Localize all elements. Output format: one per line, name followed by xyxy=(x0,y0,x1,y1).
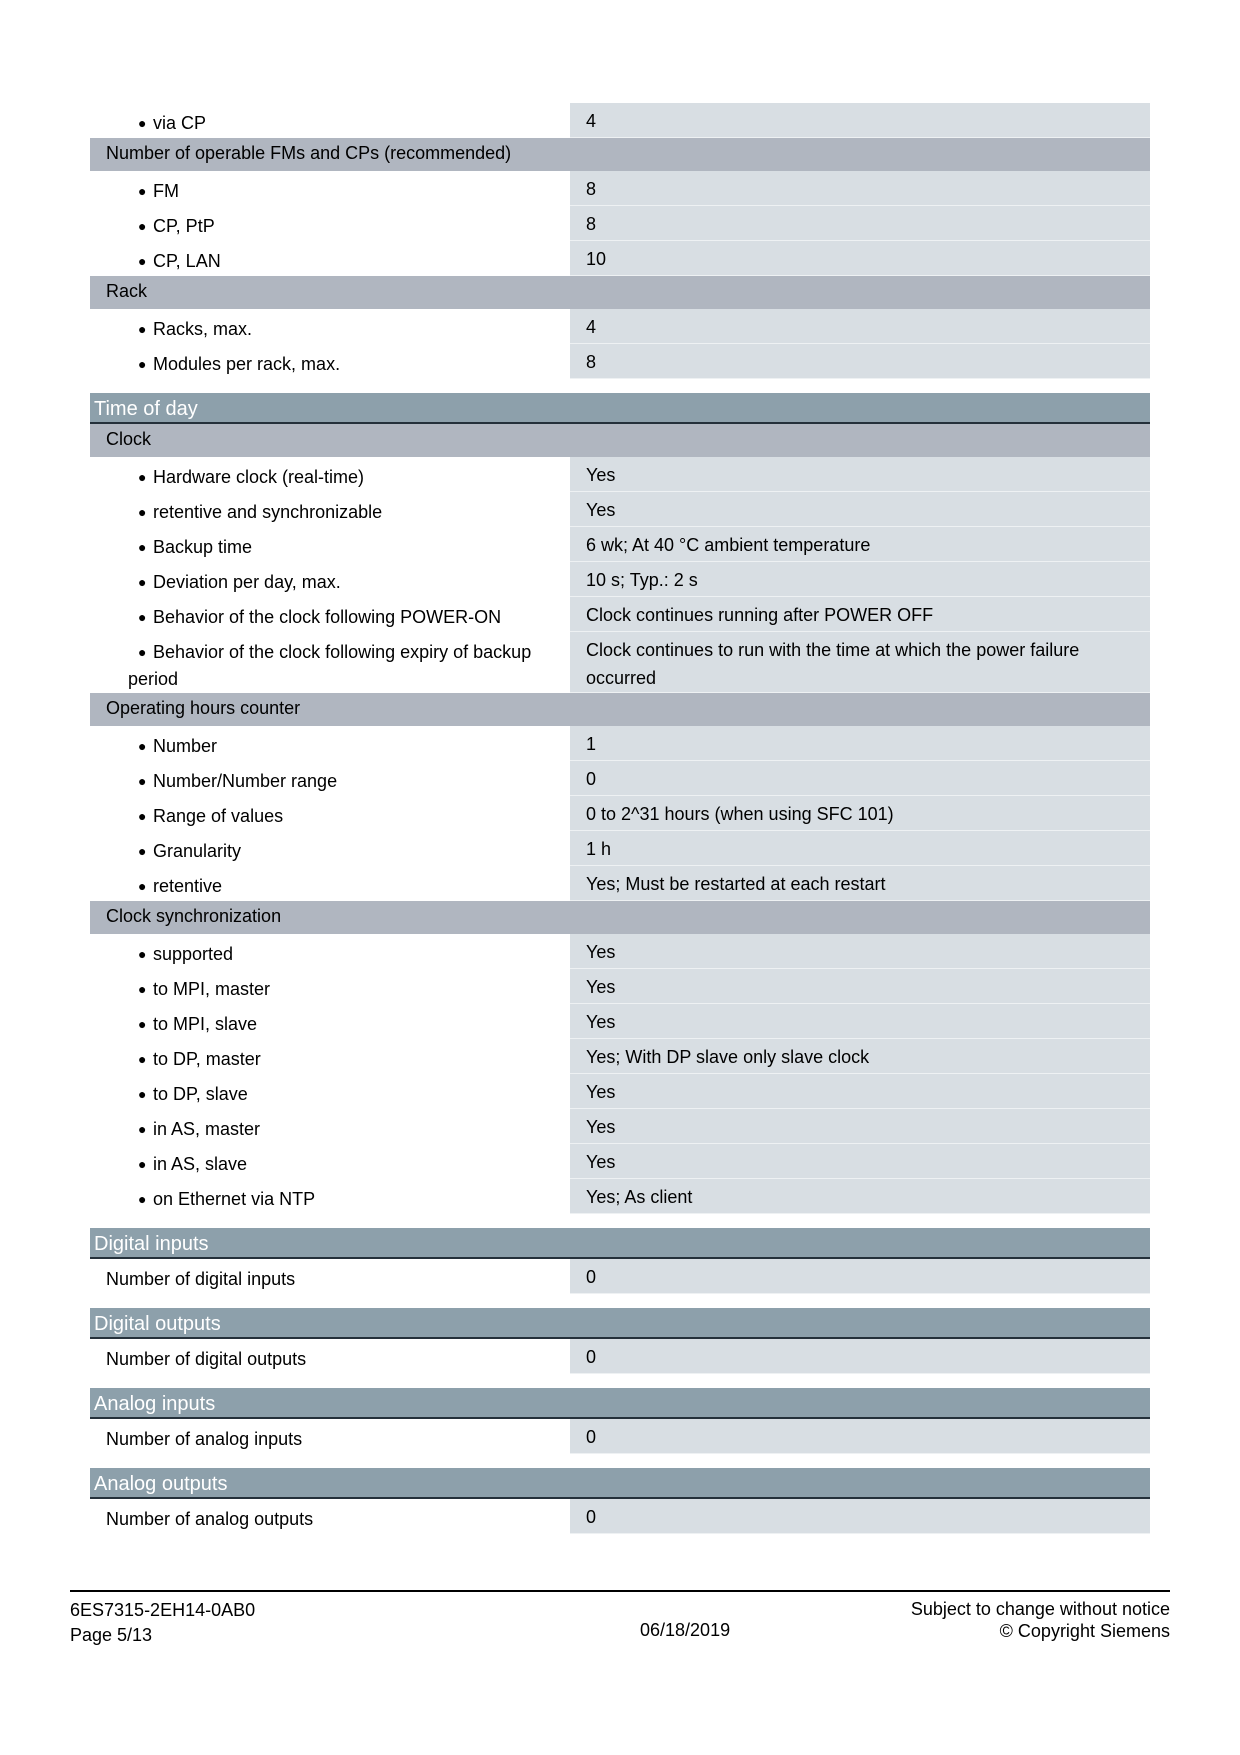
spec-value-continued: occurred xyxy=(586,668,657,688)
spec-label-text: via CP xyxy=(153,113,207,133)
spec-label-text: Racks, max. xyxy=(153,319,253,339)
spec-label-text: CP, PtP xyxy=(153,216,215,236)
spec-section xyxy=(90,1228,1150,1294)
spec-value-text: 0 to 2^31 hours (when using SFC 101) xyxy=(586,804,894,824)
spec-value-text: Clock continues to run with the time at which the power failure xyxy=(586,640,1080,660)
spec-value xyxy=(570,934,1150,969)
spec-label-text: Number of digital inputs xyxy=(106,1269,296,1289)
section-title: Digital inputs xyxy=(90,1228,1150,1259)
spec-row xyxy=(90,1179,1150,1214)
spec-row xyxy=(90,206,1150,241)
spec-value xyxy=(570,241,1150,276)
spec-label-text: to DP, master xyxy=(153,1049,261,1069)
spec-row xyxy=(90,344,1150,379)
spec-value-text: Yes; As client xyxy=(586,1187,693,1207)
spec-label xyxy=(90,457,570,492)
spec-row xyxy=(90,457,1150,492)
spec-label xyxy=(90,206,570,241)
spec-label xyxy=(90,1074,570,1109)
spec-table xyxy=(90,103,1150,1548)
spec-row xyxy=(90,1499,1150,1534)
spec-value-text: 1 xyxy=(586,734,597,754)
group-title: Operating hours counter xyxy=(90,693,1150,726)
spec-value xyxy=(570,1339,1150,1374)
spec-label xyxy=(90,1259,570,1294)
spec-value xyxy=(570,309,1150,344)
spec-row xyxy=(90,969,1150,1004)
spec-label xyxy=(90,1109,570,1144)
spec-value-text: Yes xyxy=(586,1012,616,1032)
spec-row xyxy=(90,726,1150,761)
spec-row xyxy=(90,831,1150,866)
spec-value-text: Yes xyxy=(586,1082,616,1102)
bullet-icon: ● xyxy=(138,1121,147,1137)
spec-value-text: 0 xyxy=(586,1507,597,1527)
spec-row xyxy=(90,934,1150,969)
spec-value xyxy=(570,527,1150,562)
bullet-icon: ● xyxy=(138,1016,147,1032)
spec-label xyxy=(90,969,570,1004)
spec-value-text: Yes xyxy=(586,1152,616,1172)
spec-value xyxy=(570,1499,1150,1534)
spec-label-text: Behavior of the clock following POWER-ON xyxy=(153,607,502,627)
bullet-icon: ● xyxy=(138,115,147,131)
spec-label-text: Number xyxy=(153,736,218,756)
bullet-icon: ● xyxy=(138,574,147,590)
spec-row xyxy=(90,492,1150,527)
spec-label xyxy=(90,726,570,761)
spec-value-text: Yes xyxy=(586,977,616,997)
spec-label-text: to DP, slave xyxy=(153,1084,248,1104)
footer-left xyxy=(70,1598,255,1648)
spec-value-text: 10 xyxy=(586,249,607,269)
spec-value-text: Clock continues running after POWER OFF xyxy=(586,605,934,625)
group-title: Clock synchronization xyxy=(90,901,1150,934)
spec-section xyxy=(90,1308,1150,1374)
spec-value xyxy=(570,866,1150,901)
spec-value xyxy=(570,1144,1150,1179)
spec-row xyxy=(90,103,1150,138)
bullet-icon: ● xyxy=(138,504,147,520)
spec-label-text: retentive and synchronizable xyxy=(153,502,383,522)
spec-value xyxy=(570,969,1150,1004)
spec-label-continued: period xyxy=(128,669,179,689)
spec-row xyxy=(90,1039,1150,1074)
spec-value xyxy=(570,796,1150,831)
spec-value xyxy=(570,103,1150,138)
spec-value-text: 10 s; Typ.: 2 s xyxy=(586,570,698,590)
spec-section xyxy=(90,103,1150,379)
spec-row xyxy=(90,171,1150,206)
spec-label xyxy=(90,831,570,866)
spec-label-text: supported xyxy=(153,944,234,964)
spec-section xyxy=(90,1468,1150,1534)
copyright: © Copyright Siemens xyxy=(999,1621,1170,1641)
spec-value-text: 0 xyxy=(586,1267,597,1287)
spec-label-text: Modules per rack, max. xyxy=(153,354,341,374)
bullet-icon: ● xyxy=(138,218,147,234)
change-notice: Subject to change without notice xyxy=(910,1599,1170,1619)
spec-row xyxy=(90,241,1150,276)
footer-date: 06/18/2019 xyxy=(640,1620,731,1640)
spec-row xyxy=(90,1144,1150,1179)
bullet-icon: ● xyxy=(138,946,147,962)
page-number: Page 5/13 xyxy=(70,1625,153,1645)
spec-label xyxy=(90,171,570,206)
spec-value xyxy=(570,206,1150,241)
spec-row xyxy=(90,597,1150,632)
spec-value-text: Yes xyxy=(586,500,616,520)
spec-value xyxy=(570,726,1150,761)
spec-row xyxy=(90,527,1150,562)
spec-label-text: Number of analog outputs xyxy=(106,1509,314,1529)
spec-value xyxy=(570,1419,1150,1454)
spec-label xyxy=(90,344,570,379)
spec-label xyxy=(90,527,570,562)
spec-label xyxy=(90,1144,570,1179)
bullet-icon: ● xyxy=(138,644,147,660)
section-title: Digital outputs xyxy=(90,1308,1150,1339)
bullet-icon: ● xyxy=(138,253,147,269)
spec-value xyxy=(570,171,1150,206)
spec-row xyxy=(90,761,1150,796)
spec-value xyxy=(570,1039,1150,1074)
spec-row xyxy=(90,1419,1150,1454)
bullet-icon: ● xyxy=(138,321,147,337)
bullet-icon: ● xyxy=(138,773,147,789)
spec-label xyxy=(90,1179,570,1214)
bullet-icon: ● xyxy=(138,609,147,625)
spec-row xyxy=(90,632,1150,693)
page-footer xyxy=(70,1590,1170,1645)
section-title: Analog inputs xyxy=(90,1388,1150,1419)
spec-row xyxy=(90,309,1150,344)
spec-label xyxy=(90,1339,570,1374)
spec-label-text: Backup time xyxy=(153,537,253,557)
spec-value xyxy=(570,831,1150,866)
spec-label xyxy=(90,309,570,344)
spec-value xyxy=(570,1109,1150,1144)
spec-label-text: in AS, slave xyxy=(153,1154,248,1174)
spec-label-text: CP, LAN xyxy=(153,251,221,271)
spec-section xyxy=(90,393,1150,1214)
spec-value-text: 4 xyxy=(586,317,597,337)
bullet-icon: ● xyxy=(138,1051,147,1067)
section-title: Time of day xyxy=(90,393,1150,424)
spec-label-text: Number/Number range xyxy=(153,771,338,791)
spec-value xyxy=(570,1259,1150,1294)
spec-value-text: 8 xyxy=(586,214,597,234)
spec-row xyxy=(90,796,1150,831)
spec-label xyxy=(90,1419,570,1454)
spec-label-text: Number of analog inputs xyxy=(106,1429,303,1449)
bullet-icon: ● xyxy=(138,1086,147,1102)
spec-label xyxy=(90,1499,570,1534)
spec-value-text: Yes xyxy=(586,465,616,485)
spec-label xyxy=(90,1004,570,1039)
spec-section xyxy=(90,1388,1150,1454)
spec-value-text: Yes; With DP slave only slave clock xyxy=(586,1047,870,1067)
bullet-icon: ● xyxy=(138,738,147,754)
spec-value xyxy=(570,1074,1150,1109)
bullet-icon: ● xyxy=(138,539,147,555)
bullet-icon: ● xyxy=(138,843,147,859)
spec-label-text: to MPI, master xyxy=(153,979,271,999)
bullet-icon: ● xyxy=(138,356,147,372)
spec-value-text: 1 h xyxy=(586,839,612,859)
group-title: Clock xyxy=(90,424,1150,457)
spec-value-text: 6 wk; At 40 °C ambient temperature xyxy=(586,535,871,555)
spec-label-text: Granularity xyxy=(153,841,242,861)
spec-label xyxy=(90,103,570,138)
article-number: 6ES7315-2EH14-0AB0 xyxy=(70,1600,256,1620)
spec-row xyxy=(90,1109,1150,1144)
spec-label xyxy=(90,241,570,276)
spec-label xyxy=(90,632,570,693)
group-title: Rack xyxy=(90,276,1150,309)
spec-label xyxy=(90,761,570,796)
spec-row xyxy=(90,1339,1150,1374)
spec-label-text: Deviation per day, max. xyxy=(153,572,341,592)
spec-value-text: 8 xyxy=(586,352,597,372)
spec-label xyxy=(90,492,570,527)
spec-row xyxy=(90,562,1150,597)
spec-label-text: Behavior of the clock following expiry of backup xyxy=(153,642,532,662)
spec-value xyxy=(570,597,1150,632)
spec-value-text: Yes; Must be restarted at each restart xyxy=(586,874,886,894)
spec-value xyxy=(570,457,1150,492)
spec-label-text: retentive xyxy=(153,876,223,896)
spec-label-text: in AS, master xyxy=(153,1119,261,1139)
spec-label xyxy=(90,1039,570,1074)
spec-row xyxy=(90,1259,1150,1294)
section-title: Analog outputs xyxy=(90,1468,1150,1499)
spec-label xyxy=(90,562,570,597)
spec-value xyxy=(570,492,1150,527)
spec-label xyxy=(90,866,570,901)
spec-label-text: FM xyxy=(153,181,179,201)
spec-value-text: Yes xyxy=(586,1117,616,1137)
spec-label-text: on Ethernet via NTP xyxy=(153,1189,316,1209)
spec-value xyxy=(570,344,1150,379)
spec-label xyxy=(90,934,570,969)
spec-label-text: Hardware clock (real-time) xyxy=(153,467,365,487)
spec-value xyxy=(570,761,1150,796)
spec-value-text: 0 xyxy=(586,1427,597,1447)
bullet-icon: ● xyxy=(138,878,147,894)
spec-label-text: Range of values xyxy=(153,806,284,826)
bullet-icon: ● xyxy=(138,183,147,199)
spec-value-text: 0 xyxy=(586,769,597,789)
spec-label xyxy=(90,597,570,632)
bullet-icon: ● xyxy=(138,469,147,485)
bullet-icon: ● xyxy=(138,1191,147,1207)
bullet-icon: ● xyxy=(138,1156,147,1172)
spec-value-text: Yes xyxy=(586,942,616,962)
spec-value xyxy=(570,562,1150,597)
spec-value-text: 8 xyxy=(586,179,597,199)
spec-value xyxy=(570,1004,1150,1039)
spec-label xyxy=(90,796,570,831)
spec-row xyxy=(90,1004,1150,1039)
spec-value-text: 0 xyxy=(586,1347,597,1367)
spec-value-text: 4 xyxy=(586,111,597,131)
spec-value xyxy=(570,632,1150,693)
group-title: Number of operable FMs and CPs (recommended) xyxy=(90,138,1150,171)
bullet-icon: ● xyxy=(138,808,147,824)
spec-label-text: to MPI, slave xyxy=(153,1014,258,1034)
spec-label-text: Number of digital outputs xyxy=(106,1349,307,1369)
bullet-icon: ● xyxy=(138,981,147,997)
spec-row xyxy=(90,1074,1150,1109)
spec-value xyxy=(570,1179,1150,1214)
footer-right xyxy=(911,1598,1170,1642)
spec-row xyxy=(90,866,1150,901)
